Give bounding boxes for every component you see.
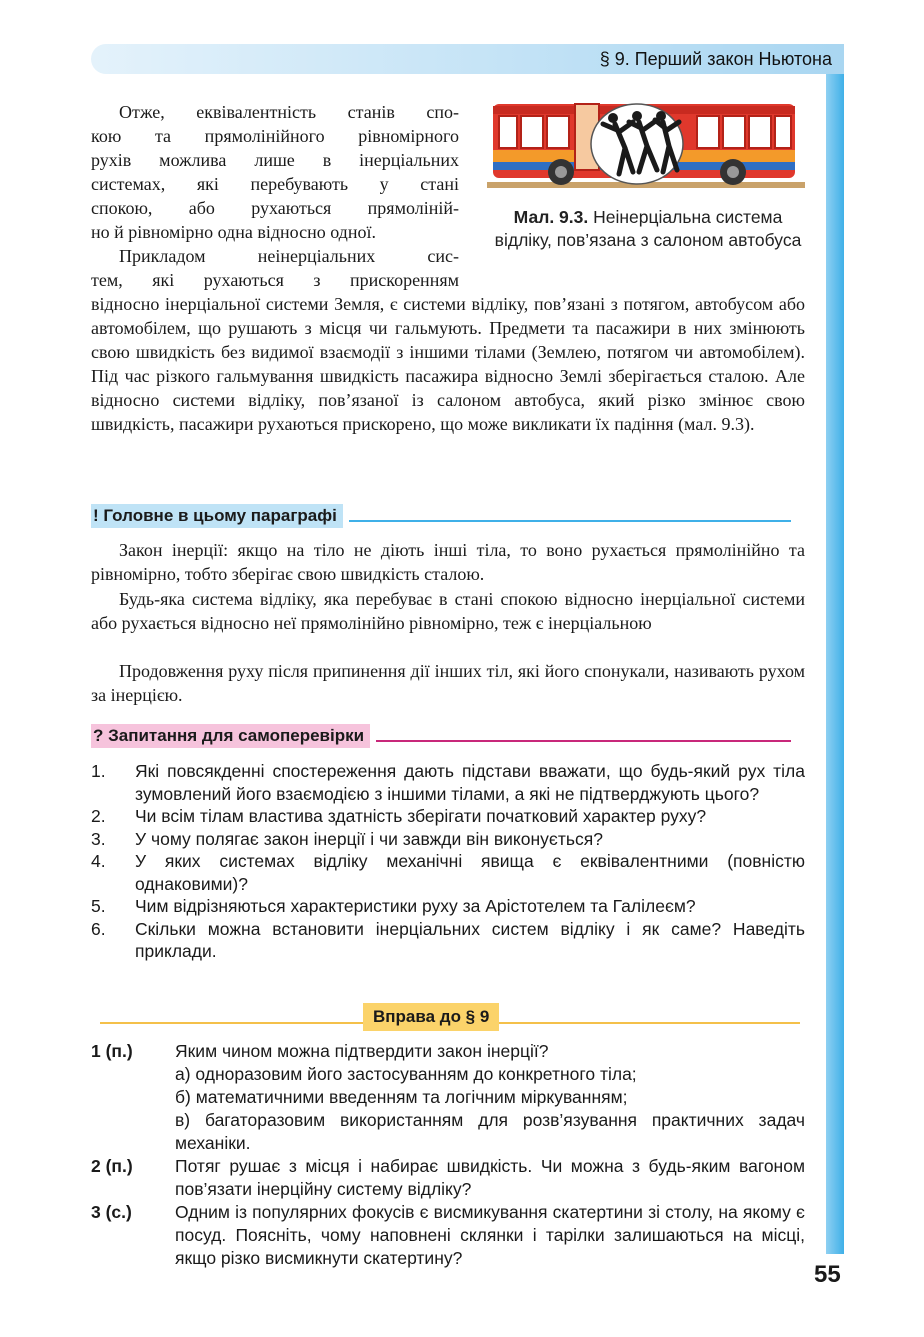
question-number: 5.: [91, 896, 106, 916]
exercise-number: 1 (п.): [91, 1041, 133, 1061]
exercise-heading-label: Вправа до § 9: [363, 1003, 499, 1031]
question-text: У яких системах відліку механічні явища є еквівалентними (повністю однаковими)?: [135, 851, 805, 894]
paragraph-2-continuation: відносно інерціальної системи Земля, є системи відліку, пов’язані з потягом, автобусом або автомобілем, що рушають з місця чи гальмують. Предмети та пасажири в них змінюють свою швидкість без видимої взаємодії з іншими тілами (Землею, потягом чи автомобілем). Під час різкого гальмування швидкість пасажира відносно Землі зберігається сталою. Але відносно системи відліку, пов’язаної із салоном автобуса, який різко змінює свою швидкість, пасажири рухаються прискорено, що може викликати їх падіння (мал. 9.3).: [91, 294, 805, 434]
summary-heading-rule: [349, 520, 791, 522]
summary-paragraph: Продовження руху після припинення дії інших тіл, які його спонукали, називають рухом за інерцією.: [91, 661, 805, 705]
exercise-text: Потяг рушає з місця і набирає швидкість. Чи можна з будь-яким вагоном пов’язати інерційну систему відліку?: [175, 1156, 805, 1199]
summary-paragraph: Закон інерції: якщо на тіло не діють інші тіла, то воно рухається прямолінійно та рівномірно, тобто зберігає свою швидкість сталою.: [91, 540, 805, 584]
summary-heading-label: ! Головне в цьому параграфі: [91, 504, 343, 528]
questions-list: [91, 760, 805, 963]
paragraph-1-line: Отже, еквівалентність станів спо-: [119, 102, 459, 122]
question-item: [91, 828, 805, 851]
exercise-heading: [100, 1003, 800, 1033]
exercise-item: [91, 1155, 805, 1201]
exercise-text: Одним із популярних фокусів є висмикування скатертини зі столу, на якому є посуд. Поясніть, чому наповнені склянки і тарілки залишаються на місці, якщо різко висмикнути скатертину?: [175, 1202, 805, 1268]
question-item: [91, 850, 805, 895]
summary-heading: [91, 504, 791, 528]
questions-heading-label: ? Запитання для самоперевірки: [91, 724, 370, 748]
question-text: Скільки можна встановити інерціальних систем відліку і як саме? Наведіть приклади.: [135, 918, 805, 961]
paragraph-1-line: рухів можлива лише в інерціальних: [91, 150, 459, 170]
exercise-item: [91, 1201, 805, 1270]
questions-heading-rule: [376, 740, 791, 742]
paragraph-1: [91, 100, 459, 292]
question-number: 6.: [91, 918, 106, 939]
running-header: § 9. Перший закон Ньютона: [599, 49, 832, 69]
question-text: Які повсякденні спостереження дають підстави вважати, що будь-який рух тіла зумовлений його взаємодією з іншими тілами, а які не підтверджують цього?: [135, 761, 805, 804]
paragraph-1-line: но й рівномірно одна відносно одної.: [91, 222, 376, 242]
exercise-number: 3 (с.): [91, 1202, 132, 1222]
exercise-list: [91, 1040, 805, 1270]
summary-paragraph: Будь-яка система відліку, яка перебуває в стані спокою відносно інерціальної системи або рухається відносно неї прямолінійно рівномірно, теж є інерціальною: [91, 589, 805, 633]
exercise-option: б) математичними введенням та логічним міркуванням;: [175, 1087, 628, 1107]
header-band: [91, 44, 844, 74]
page-number: 55: [814, 1261, 841, 1288]
question-number: 2.: [91, 806, 106, 826]
exercise-number: 2 (п.): [91, 1156, 133, 1176]
side-color-bar: [826, 74, 844, 1254]
bus-illustration: [487, 96, 805, 192]
paragraph-1-line: кою та прямолінійного рівномірного: [91, 126, 459, 146]
question-item: [91, 805, 805, 828]
question-text: Чи всім тілам властива здатність зберігати початковий характер руху?: [135, 806, 707, 826]
question-number: 4.: [91, 851, 106, 871]
question-item: [91, 760, 805, 805]
question-text: Чим відрізняються характеристики руху за Арістотелем та Галілеєм?: [135, 896, 696, 916]
figure-caption: [492, 206, 804, 252]
question-number: 1.: [91, 761, 106, 781]
questions-heading: [91, 724, 791, 748]
paragraph-1-line: системах, які перебувають у стані: [91, 174, 459, 194]
paragraph-2-line: тем, які рухаються з прискоренням: [91, 270, 459, 290]
figure-caption-text: Неінерціальна система відліку, пов’язана з салоном автобуса: [494, 207, 802, 250]
question-number: 3.: [91, 828, 106, 849]
figure-caption-label: Мал. 9.3.: [513, 207, 589, 227]
question-item: [91, 895, 805, 918]
question-item: [91, 918, 805, 963]
paragraph-2-line: Прикладом неінерціальних сис-: [119, 246, 459, 266]
exercise-item: [91, 1040, 805, 1155]
exercise-option: в) багаторазовим використанням для розв’язування практичних задач механіки.: [175, 1110, 805, 1153]
exercise-text: Яким чином можна підтвердити закон інерції?: [175, 1041, 549, 1061]
question-text: У чому полягає закон інерції і чи завжди він виконується?: [135, 828, 603, 849]
paragraph-1-line: спокою, або рухаються прямоліній-: [91, 198, 459, 218]
exercise-option: а) одноразовим його застосуванням до конкретного тіла;: [175, 1064, 637, 1084]
